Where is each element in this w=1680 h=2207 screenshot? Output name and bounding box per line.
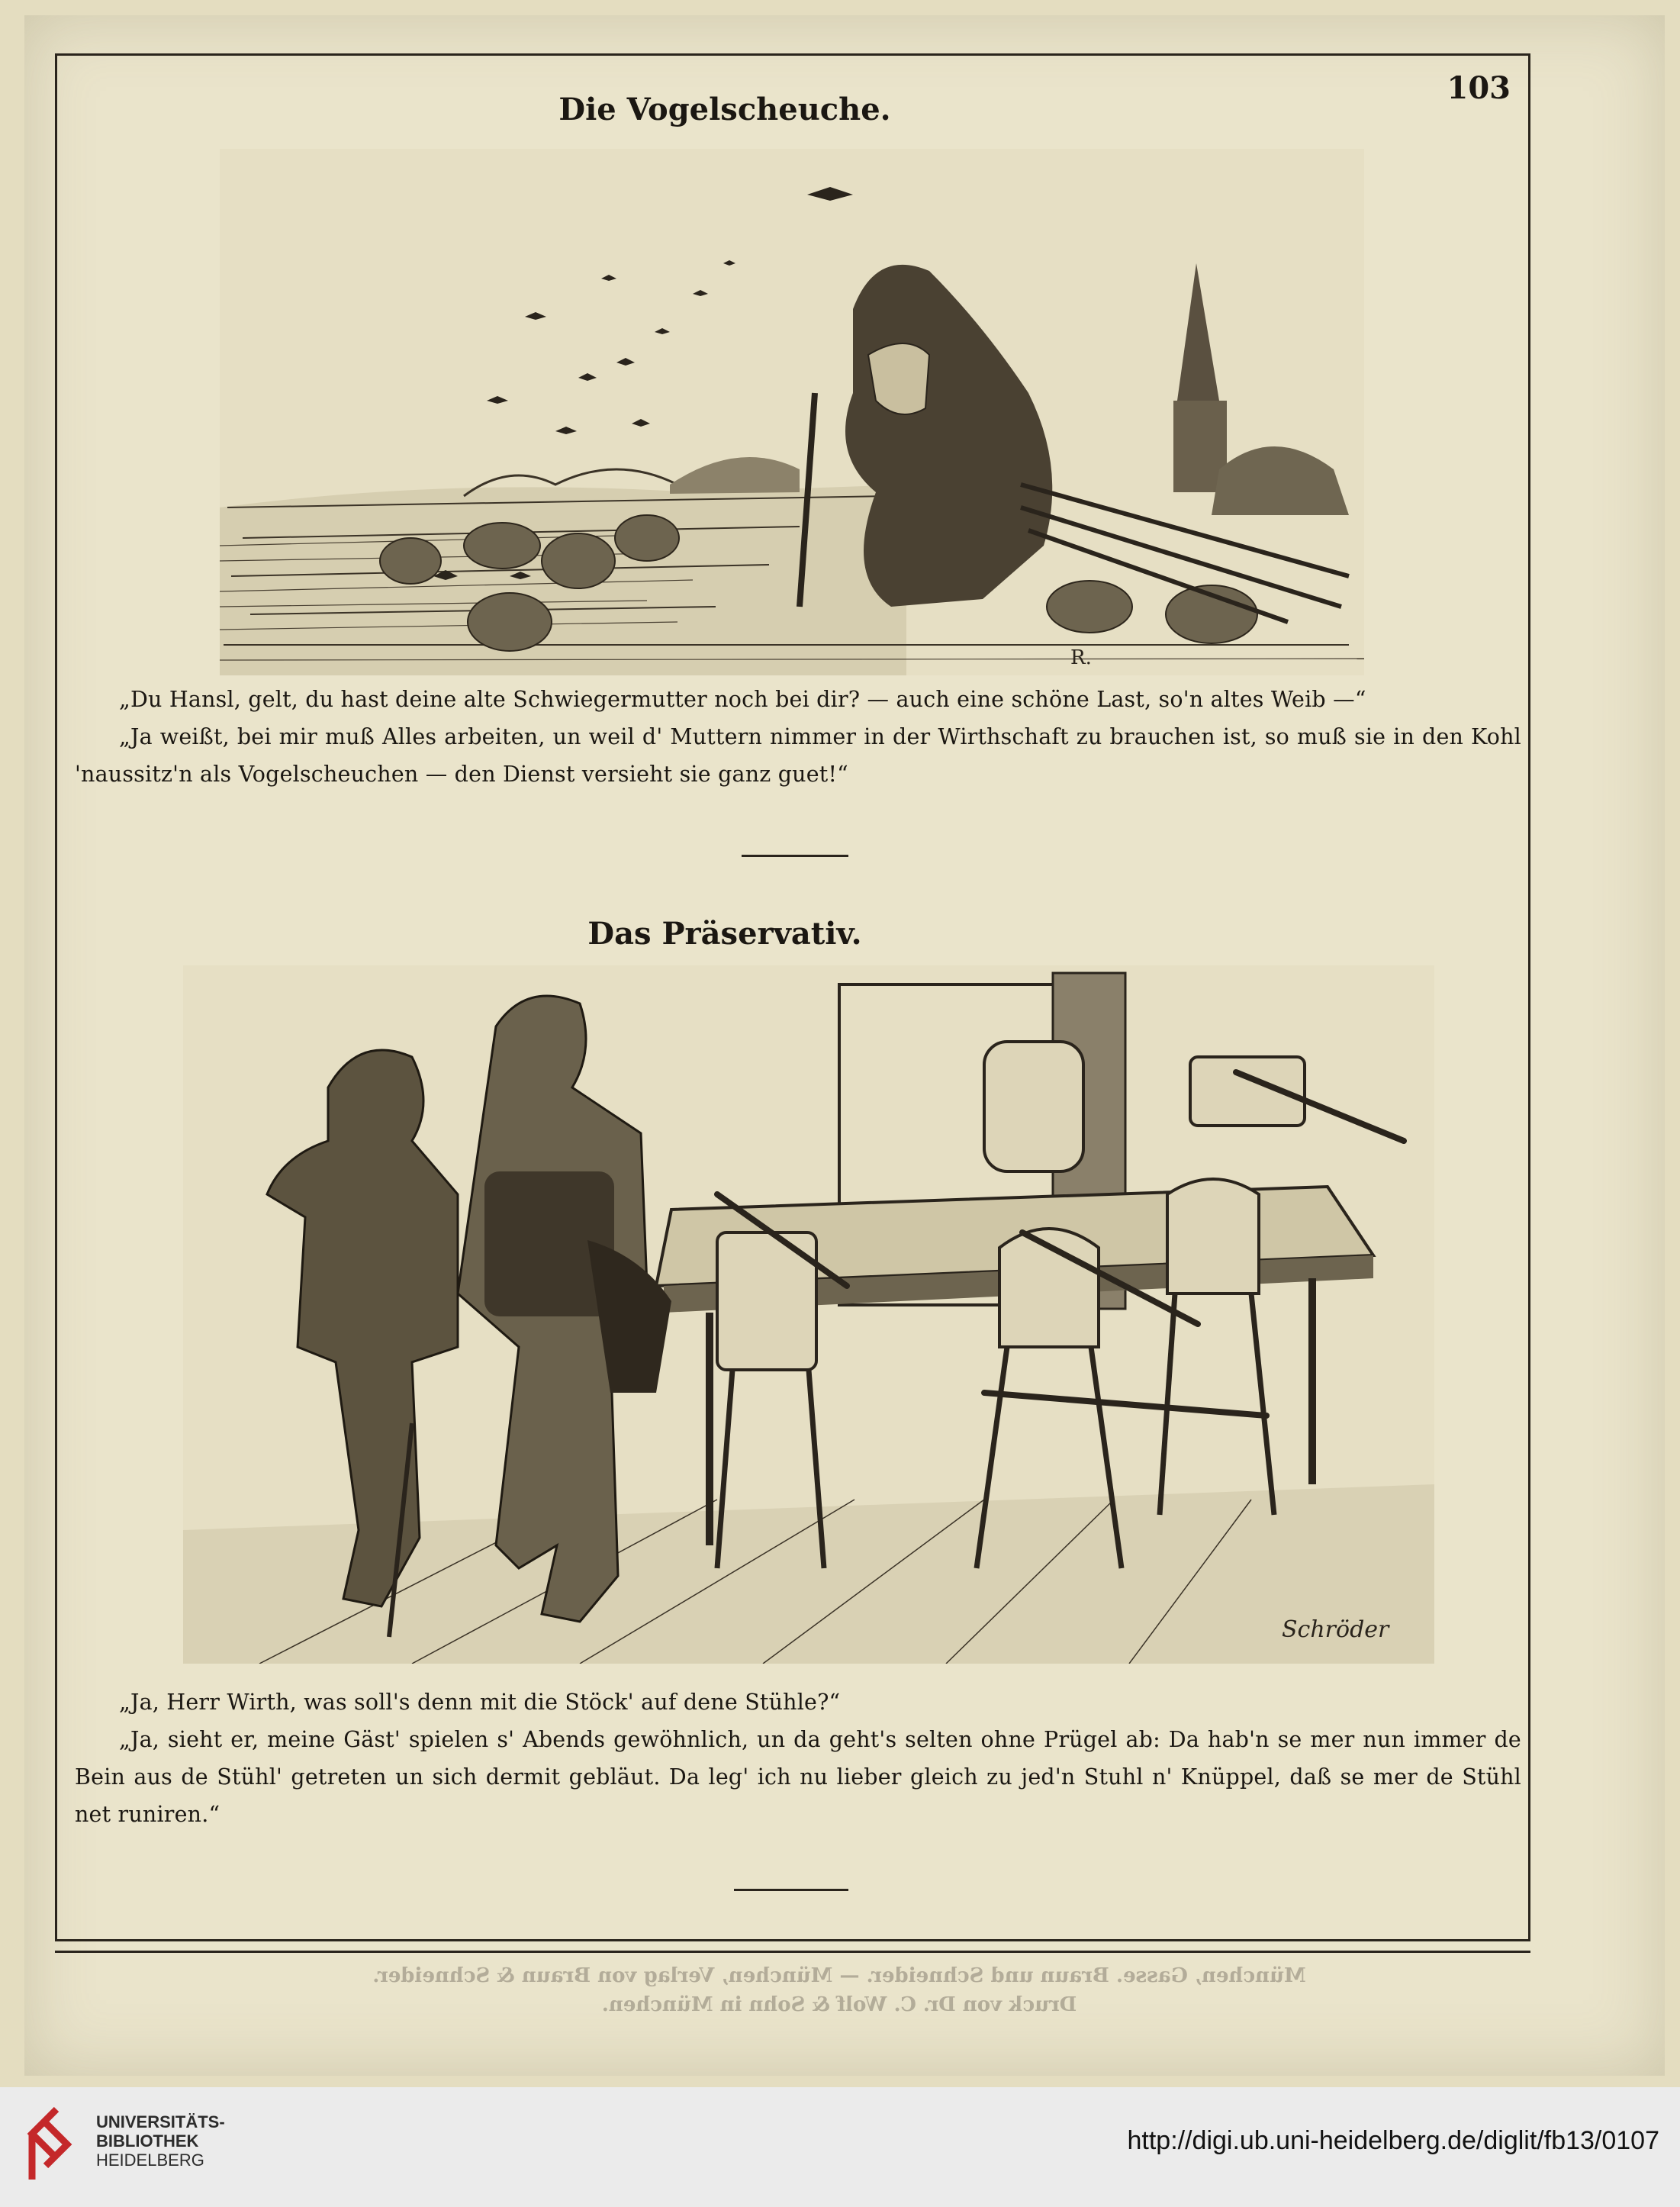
institution-line-1: UNIVERSITÄTS- [96, 2112, 225, 2131]
signature-1: R. [1070, 646, 1092, 669]
section-2-title: Das Präservativ. [587, 916, 862, 952]
tavern-illustration [183, 965, 1434, 1664]
bleed-through-line-2: Druck von Dr. C. Wolf & Sohn in München. [601, 1993, 1077, 2016]
frame-bottom-rule [55, 1951, 1530, 1953]
signature-2: Schröder [1282, 1616, 1389, 1643]
bleed-through-line-1: München, Gasse. Braun und Schneider. — München, Verlag von Braun & Schneider. [372, 1964, 1306, 1987]
section-1-title: Die Vogelscheuche. [558, 92, 891, 127]
permalink-url[interactable]: http://digi.ub.uni-heidelberg.de/diglit/fb13/0107 [1127, 2126, 1659, 2155]
institution-line-2: BIBLIOTHEK [96, 2131, 199, 2151]
caption-1-line-2: „Ja weißt, bei mir muß Alles arbeiten, un weil d' Muttern nimmer in der Wirthschaft zu brauchen ist, so muß sie in den Kohl 'naussitz'n als Vogelscheuchen — den Dienst versieht sie ganz guet!“ [75, 724, 1521, 787]
bleed-through-imprint [290, 1961, 1389, 2019]
tavern-drawing [183, 965, 1434, 1664]
section-1-caption [75, 681, 1521, 793]
scarecrow-drawing [220, 149, 1364, 675]
ub-heidelberg-logo-icon[interactable] [18, 2100, 82, 2187]
caption-2-line-2: „Ja, sieht er, meine Gäst' spielen s' Abends gewöhnlich, un da geht's selten ohne Prügel ab: Da hab'n se mer nun immer de Bein aus de Stühl' getreten un sich dermit gebläut. Da leg' ich nu lieber gleich zu jed'n Stuhl n' Knüppel, daß se mer de Stühl net runiren.“ [75, 1727, 1521, 1827]
institution-line-3: HEIDELBERG [96, 2151, 204, 2170]
caption-2-line-1: „Ja, Herr Wirth, was soll's denn mit die Stöck' auf dene Stühle?“ [119, 1690, 841, 1715]
section-2-caption [75, 1683, 1521, 1833]
scarecrow-illustration [220, 149, 1364, 675]
institution-name [96, 2112, 225, 2170]
section-separator [734, 1889, 848, 1891]
caption-1-line-1: „Du Hansl, gelt, du hast deine alte Schwiegermutter noch bei dir? — auch eine schöne Last, so'n altes Weib —“ [119, 687, 1366, 712]
section-separator [742, 855, 848, 857]
page-number: 103 [1447, 70, 1511, 106]
